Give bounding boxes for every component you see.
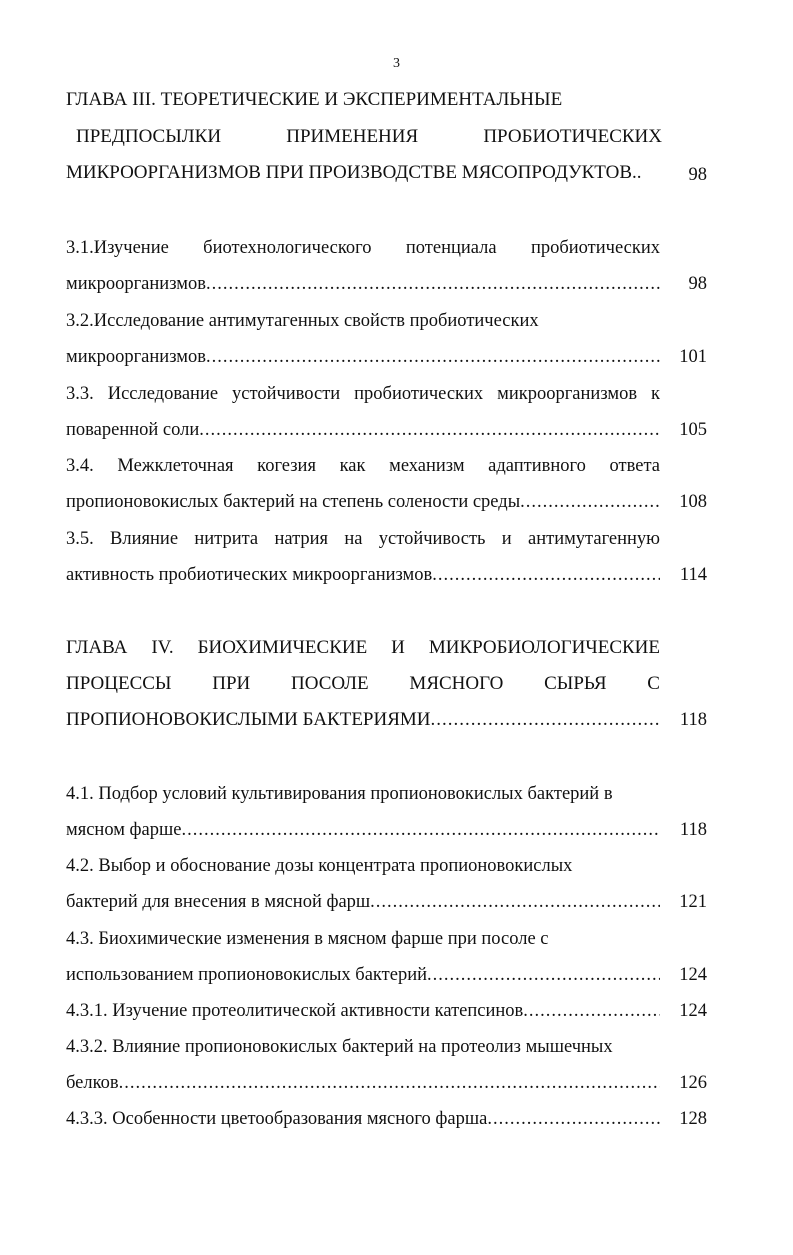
toc-entry-4-3-1 — [66, 999, 660, 1023]
toc-entry-3-2-line1: 3.2.Исследование антимутагенных свойств пробиотических — [66, 311, 539, 331]
entry-text: пропионовокислых бактерий на степень солености среды — [66, 492, 521, 512]
dot-leader — [119, 1071, 660, 1095]
entry-text: ПРОПИОНОВОКИСЛЫМИ БАКТЕРИЯМИ — [66, 709, 431, 730]
chapter4-page-number: 118 — [679, 710, 707, 730]
title-word: МЯСНОГО — [409, 673, 504, 694]
entry-text: мясном фарше — [66, 820, 182, 840]
toc-entry-3-2-page: 101 — [679, 347, 707, 367]
toc-entry-3-1-line1: 3.1.Изучение биотехнологического потенциала пробиотических — [66, 238, 660, 258]
toc-entry-4-1-page: 118 — [679, 820, 707, 840]
entry-text: микроорганизмов — [66, 274, 206, 294]
dot-leader — [427, 963, 660, 987]
toc-entry-3-3-page: 105 — [679, 420, 707, 440]
title-word: ПРОЦЕССЫ — [66, 673, 172, 694]
chapter4-title-line1: ГЛАВА IV. БИОХИМИЧЕСКИЕ И МИКРОБИОЛОГИЧЕСКИЕ — [66, 637, 660, 658]
entry-text: микроорганизмов — [66, 347, 206, 367]
toc-entry-3-1-line2 — [66, 272, 660, 296]
toc-entry-3-5-line1: 3.5. Влияние нитрита натрия на устойчивость и антимутагенную — [66, 529, 660, 549]
page-number: 3 — [393, 56, 400, 71]
toc-entry-3-4-page: 108 — [679, 492, 707, 512]
title-word: С — [647, 673, 660, 694]
title-word: ПРИ — [212, 673, 251, 694]
title-word: ПРИМЕНЕНИЯ — [286, 126, 419, 147]
title-word: ПОСОЛЕ — [291, 673, 369, 694]
entry-text: использованием пропионовокислых бактерий — [66, 965, 427, 985]
toc-entry-4-1-line2 — [66, 818, 660, 842]
dot-leader — [199, 418, 660, 442]
toc-entry-4-3-1-page: 124 — [679, 1001, 707, 1021]
title-word: СЫРЬЯ — [544, 673, 607, 694]
entry-text: активность пробиотических микроорганизмов — [66, 565, 433, 585]
dot-leader — [520, 490, 660, 514]
dot-leader — [181, 818, 660, 842]
toc-entry-4-3-2-line1: 4.3.2. Влияние пропионовокислых бактерий на протеолиз мышечных — [66, 1037, 613, 1057]
dot-leader — [206, 272, 660, 296]
dot-leader — [206, 345, 660, 369]
toc-entry-3-5-page: 114 — [679, 565, 707, 585]
chapter3-title-line3: МИКРООРГАНИЗМОВ ПРИ ПРОИЗВОДСТВЕ МЯСОПРОДУКТОВ.. — [66, 162, 642, 183]
entry-text: 4.3.1. Изучение протеолитической активности катепсинов — [66, 1001, 524, 1021]
dot-leader — [370, 890, 660, 914]
toc-entry-4-3-3 — [66, 1107, 660, 1131]
toc-entry-4-3-line1: 4.3. Биохимические изменения в мясном фарше при посоле с — [66, 929, 549, 949]
title-word: ПРОБИОТИЧЕСКИХ — [483, 126, 662, 147]
toc-entry-3-4-line1: 3.4. Межклеточная когезия как механизм адаптивного ответа — [66, 456, 660, 476]
dot-leader — [431, 708, 661, 732]
chapter4-title-line2 — [66, 672, 660, 696]
toc-entry-4-3-3-page: 128 — [679, 1109, 707, 1129]
dot-leader — [487, 1107, 660, 1131]
toc-entry-4-2-line2 — [66, 890, 660, 914]
entry-text: 4.3.3. Особенности цветообразования мясного фарша — [66, 1109, 488, 1129]
toc-entry-4-1-line1: 4.1. Подбор условий культивирования пропионовокислых бактерий в — [66, 784, 613, 804]
dot-leader — [523, 999, 660, 1023]
toc-entry-4-3-line2 — [66, 963, 660, 987]
toc-entry-3-2-line2 — [66, 345, 660, 369]
dot-leader — [432, 563, 660, 587]
toc-entry-3-5-line2 — [66, 563, 660, 587]
chapter4-title-line3 — [66, 708, 660, 732]
toc-entry-3-3-line1: 3.3. Исследование устойчивости пробиотических микроорганизмов к — [66, 384, 660, 404]
entry-text: бактерий для внесения в мясной фарш — [66, 892, 371, 912]
toc-entry-4-3-2-line2 — [66, 1071, 660, 1095]
chapter3-page-number: 98 — [688, 165, 707, 185]
toc-entry-3-1-page: 98 — [688, 274, 707, 294]
toc-entry-4-3-2-page: 126 — [679, 1073, 707, 1093]
entry-text: поваренной соли — [66, 420, 200, 440]
toc-entry-4-2-line1: 4.2. Выбор и обоснование дозы концентрата пропионовокислых — [66, 856, 573, 876]
toc-entry-3-3-line2 — [66, 418, 660, 442]
chapter3-title-line1: ГЛАВА III. ТЕОРЕТИЧЕСКИЕ И ЭКСПЕРИМЕНТАЛЬНЫЕ — [66, 89, 563, 110]
toc-entry-4-3-page: 124 — [679, 965, 707, 985]
toc-entry-3-4-line2 — [66, 490, 660, 514]
entry-text: белков — [66, 1073, 119, 1093]
title-word: ПРЕДПОСЫЛКИ — [76, 126, 222, 147]
chapter3-title-line2 — [76, 125, 662, 149]
toc-entry-4-2-page: 121 — [679, 892, 707, 912]
